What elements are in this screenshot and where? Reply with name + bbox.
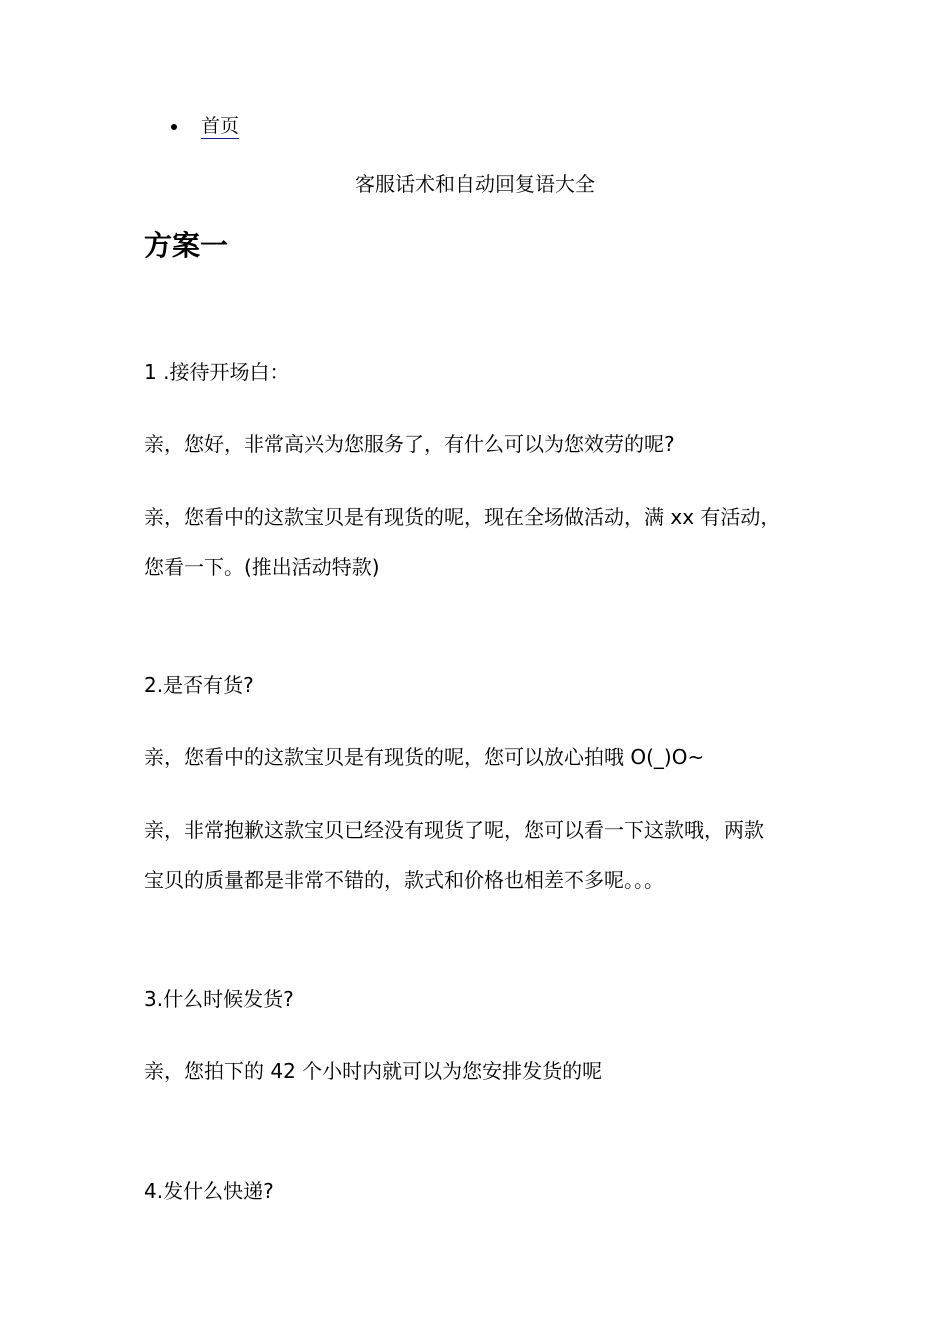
home-link[interactable]: 首页 [201,115,240,137]
section-heading: 方案一 [144,229,229,262]
q2-answer-2: 亲，非常抱歉这款宝贝已经没有现货了呢，您可以看一下这款哦，两款 [144,818,764,842]
document-title: 客服话术和自动回复语大全 [355,172,595,196]
q3-question: 3.什么时候发货? [144,987,294,1011]
nav-item-home [171,112,239,140]
bullet-icon [171,124,177,130]
q2-answer-1: 亲，您看中的这款宝贝是有现货的呢，您可以放心拍哦 O(_)O~ [144,745,705,769]
q1-answer-3: 您看一下。(推出活动特款) [144,555,380,579]
q1-question: 1 .接待开场白： [144,360,290,384]
top-nav [171,112,239,140]
q2-question: 2.是否有货? [144,673,254,697]
q1-answer-1: 亲，您好，非常高兴为您服务了，有什么可以为您效劳的呢? [144,432,675,456]
q4-question: 4.发什么快递? [144,1179,274,1203]
q1-answer-2: 亲，您看中的这款宝贝是有现货的呢，现在全场做活动，满 xx 有活动， [144,505,781,529]
q2-answer-3: 宝贝的质量都是非常不错的，款式和价格也相差不多呢。。。 [144,868,664,892]
q3-answer-1: 亲，您拍下的 42 个小时内就可以为您安排发货的呢 [144,1059,603,1083]
